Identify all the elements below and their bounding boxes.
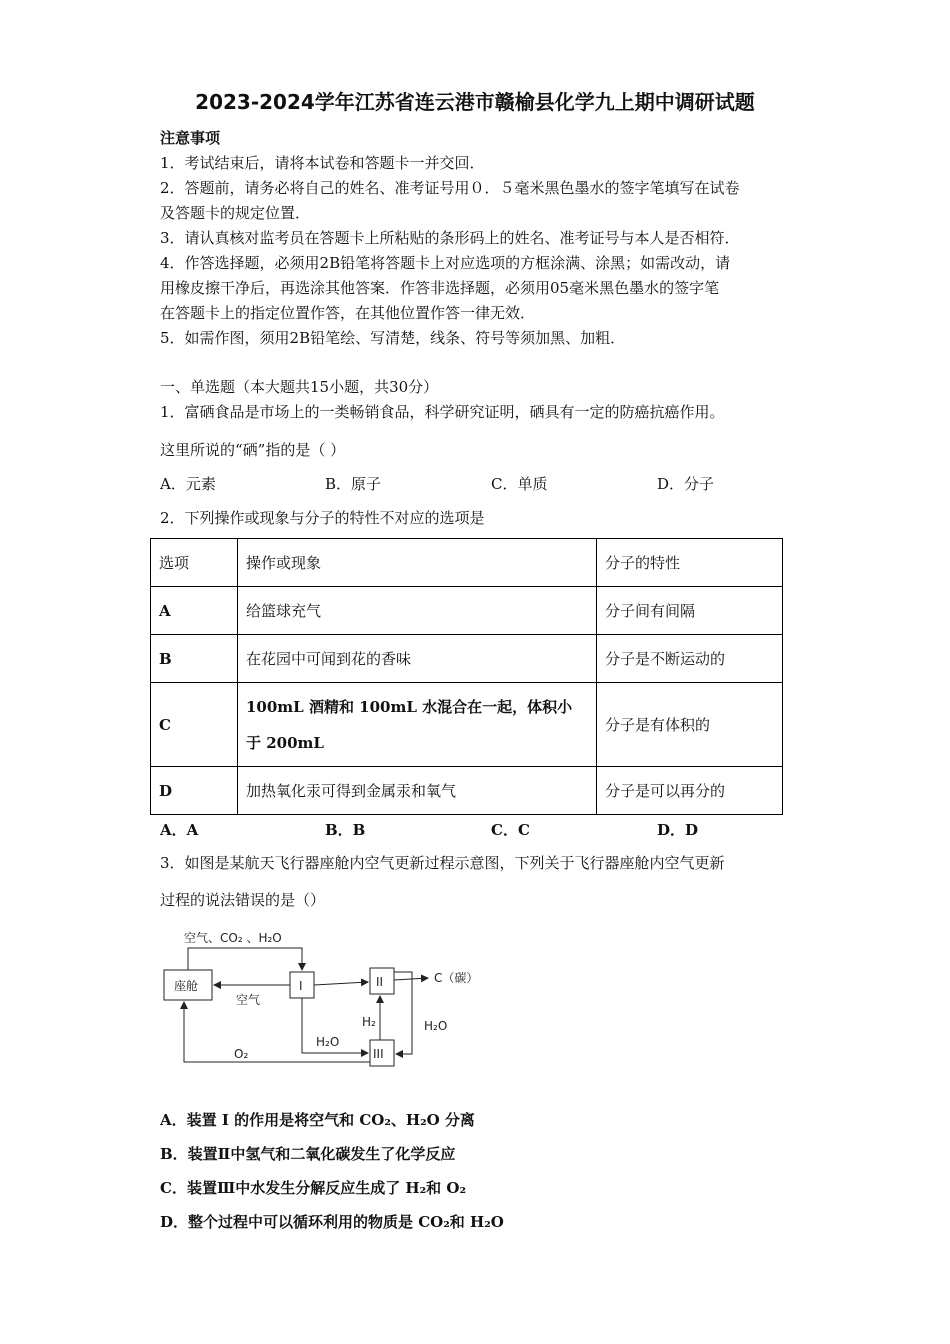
row-action-line1: 100mL 酒精和 100mL 水混合在一起，体积小 <box>246 697 573 716</box>
notice-line: 4．作答选择题，必须用2B铅笔将答题卡上对应选项的方框涂满、涂黑；如需改动，请 <box>160 254 731 272</box>
table-row <box>151 683 783 767</box>
table-row <box>151 635 783 683</box>
q2-option-b: B．B <box>325 821 366 839</box>
row-action: 在花园中可闻到花的香味 <box>238 635 597 683</box>
label-cabin: 座舱 <box>174 979 199 993</box>
label-carbon: C（碳） <box>434 971 479 985</box>
row-trait: 分子间有间隔 <box>597 587 783 635</box>
section-heading: 一、单选题（本大题共15小题，共30分） <box>160 378 439 396</box>
row-action: 给篮球充气 <box>238 587 597 635</box>
notice-line: 2．答题前，请务必将自己的姓名、准考证号用０．５毫米黑色墨水的签字笔填写在试卷 <box>160 179 740 197</box>
q1-stem-line1: 1．富硒食品是市场上的一类畅销食品，科学研究证明，硒具有一定的防癌抗癌作用。 <box>160 403 725 421</box>
notice-line: 1．考试结束后，请将本试卷和答题卡一并交回． <box>160 154 485 172</box>
row-option: A <box>151 587 238 635</box>
i-to-ii-line <box>314 982 368 985</box>
q2-option-a: A．A <box>160 821 199 839</box>
label-device-2: II <box>376 975 384 989</box>
q1-option-a: A．元素 <box>160 475 216 493</box>
page-title: 2023-2024学年江苏省连云港市赣榆县化学九上期中调研试题 <box>195 90 755 114</box>
table-header-row <box>151 539 783 587</box>
notice-line: 及答题卡的规定位置． <box>160 204 311 222</box>
row-action-line2: 于 200mL <box>246 733 324 752</box>
table-row <box>151 587 783 635</box>
row-option: C <box>151 683 238 767</box>
row-option: D <box>151 767 238 815</box>
label-h2o-right: H₂O <box>424 1019 448 1033</box>
air-renewal-diagram <box>150 920 510 1080</box>
label-air: 空气 <box>236 993 261 1007</box>
q1-option-c: C．单质 <box>491 475 548 493</box>
q3-stem-line2: 过程的说法错误的是（） <box>160 891 326 909</box>
notice-line: 在答题卡上的指定位置作答，在其他位置作答一律无效． <box>160 304 536 322</box>
header-action: 操作或现象 <box>238 539 597 587</box>
notice-line: 5．如需作图，须用2B铅笔绘、写清楚，线条、符号等须加黑、加粗． <box>160 329 626 347</box>
q3-option-a: A．装置 I 的作用是将空气和 CO₂、H₂O 分离 <box>160 1111 475 1129</box>
q2-stem: 2．下列操作或现象与分子的特性不对应的选项是 <box>160 509 485 527</box>
label-o2: O₂ <box>234 1047 249 1061</box>
q1-option-d: D．分子 <box>657 475 715 493</box>
top-flow-line <box>188 948 302 970</box>
row-trait: 分子是可以再分的 <box>597 767 783 815</box>
q3-option-c: C．装置Ⅲ中水发生分解反应生成了 H₂和 O₂ <box>160 1179 467 1197</box>
table-row <box>151 767 783 815</box>
row-trait: 分子是不断运动的 <box>597 635 783 683</box>
notice-line: 用橡皮擦干净后，再选涂其他答案．作答非选择题，必须用05毫米黑色墨水的签字笔 <box>160 279 720 297</box>
row-option: B <box>151 635 238 683</box>
label-device-3: III <box>373 1047 384 1061</box>
q3-option-b: B．装置Ⅱ中氢气和二氧化碳发生了化学反应 <box>160 1145 456 1163</box>
header-trait: 分子的特性 <box>597 539 783 587</box>
q2-option-c: C．C <box>491 821 530 839</box>
q3-stem-line1: 3．如图是某航天飞行器座舱内空气更新过程示意图，下列关于飞行器座舱内空气更新 <box>160 854 725 872</box>
ii-to-carbon-line <box>394 978 428 980</box>
label-top-mixture: 空气、CO₂ 、H₂O <box>184 931 282 945</box>
q1-stem-line2: 这里所说的“硒”指的是（ ） <box>160 441 346 459</box>
label-h2o-bottom: H₂O <box>316 1035 340 1049</box>
row-trait: 分子是有体积的 <box>597 683 783 767</box>
ii-to-iii-line <box>394 972 412 1054</box>
header-option: 选项 <box>151 539 238 587</box>
notice-heading: 注意事项 <box>160 129 221 147</box>
q2-table <box>150 538 783 815</box>
q1-option-b: B．原子 <box>325 475 382 493</box>
notice-line: 3．请认真核对监考员在答题卡上所粘贴的条形码上的姓名、准考证号与本人是否相符． <box>160 229 740 247</box>
row-action: 加热氧化汞可得到金属汞和氧气 <box>238 767 597 815</box>
q3-option-d: D．整个过程中可以循环利用的物质是 CO₂和 H₂O <box>160 1213 504 1231</box>
q2-option-d: D．D <box>657 821 699 839</box>
label-device-1: I <box>299 979 303 993</box>
row-action <box>238 683 597 767</box>
label-h2: H₂ <box>362 1015 376 1029</box>
